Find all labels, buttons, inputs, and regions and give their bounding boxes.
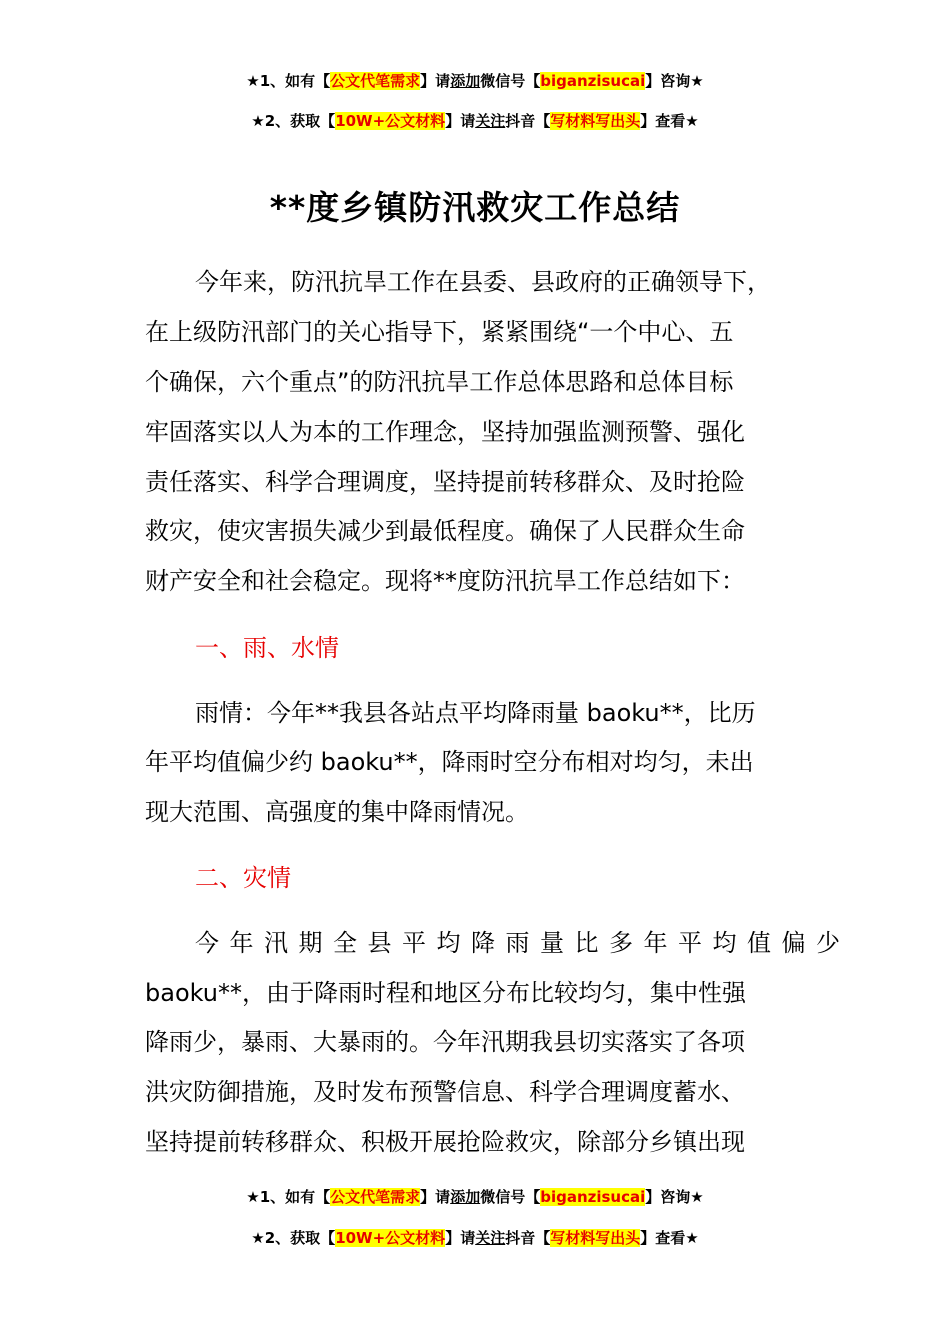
promo-text: 抖音【: [505, 1229, 551, 1247]
promo-text: 】咨询★: [645, 72, 704, 90]
promo-highlight: 写材料写出头: [550, 1229, 641, 1247]
paragraph-line: 降雨少，暴雨、大暴雨的。今年汛期我县切实落实了各项: [145, 1028, 745, 1056]
promo-highlight: 公文代笔需求: [330, 72, 421, 90]
promo-text: 微信号【: [480, 1188, 541, 1206]
section-heading-2: 二、灾情: [195, 864, 291, 892]
promo-highlight: 10W+公文材料: [335, 1229, 446, 1247]
promo-text: ★1、如有【: [246, 72, 331, 90]
promo-text: 】请: [445, 112, 476, 130]
promo-highlight: 公文代笔需求: [330, 1188, 421, 1206]
footer-promo-line-1: [0, 1186, 950, 1208]
promo-text: ★2、获取【: [251, 112, 336, 130]
promo-wechat-id: biganzisucai: [540, 1188, 646, 1206]
promo-text: 抖音【: [505, 112, 551, 130]
paragraph-line: 救灾，使灾害损失减少到最低程度。确保了人民群众生命: [145, 517, 745, 545]
paragraph-line: 财产安全和社会稳定。现将**度防汛抗旱工作总结如下：: [145, 567, 745, 595]
promo-text: ★1、如有【: [246, 1188, 331, 1206]
paragraph-line: 在上级防汛部门的关心指导下，紧紧围绕“一个中心、五: [145, 318, 734, 346]
section-heading-1: 一、雨、水情: [195, 634, 339, 662]
promo-underlined: 添加: [450, 72, 481, 90]
paragraph-line: baoku**，由于降雨时程和地区分布比较均匀，集中性强: [145, 979, 746, 1007]
paragraph-line: 年平均值偏少约 baoku**，降雨时空分布相对均匀，未出: [145, 748, 754, 776]
paragraph-line: 个确保，六个重点”的防汛抗旱工作总体思路和总体目标: [145, 368, 734, 396]
promo-underlined: 添加: [450, 1188, 481, 1206]
paragraph-line: 雨情：今年**我县各站点平均降雨量 baoku**，比历: [195, 699, 756, 727]
promo-text: 】查看★: [640, 112, 699, 130]
document-title: **度乡镇防汛救灾工作总结: [269, 188, 681, 227]
header-promo-line-2: [0, 110, 950, 132]
promo-text: 】请: [420, 1188, 451, 1206]
footer-promo-line-2: [0, 1227, 950, 1249]
promo-text: 】查看★: [640, 1229, 699, 1247]
promo-text: 】请: [445, 1229, 476, 1247]
paragraph-line: 责任落实、科学合理调度，坚持提前转移群众、及时抢险: [145, 468, 745, 496]
promo-text: 微信号【: [480, 72, 541, 90]
paragraph-line: 坚持提前转移群众、积极开展抢险救灾，除部分乡镇出现: [145, 1128, 745, 1156]
paragraph-line: 牢固落实以人为本的工作理念，坚持加强监测预警、强化: [145, 418, 745, 446]
promo-wechat-id: biganzisucai: [540, 72, 646, 90]
paragraph-line: 洪灾防御措施，及时发布预警信息、科学合理调度蓄水、: [145, 1078, 745, 1106]
promo-underlined: 关注: [475, 112, 506, 130]
paragraph-line: 今年来，防汛抗旱工作在县委、县政府的正确领导下，: [195, 268, 771, 296]
paragraph-line: 今年汛期全县平均降雨量比多年平均值偏少: [195, 929, 851, 957]
promo-text: ★2、获取【: [251, 1229, 336, 1247]
header-promo-line-1: [0, 70, 950, 92]
promo-text: 】咨询★: [645, 1188, 704, 1206]
promo-highlight: 10W+公文材料: [335, 112, 446, 130]
promo-highlight: 写材料写出头: [550, 112, 641, 130]
paragraph-line: 现大范围、高强度的集中降雨情况。: [145, 798, 529, 826]
promo-text: 】请: [420, 72, 451, 90]
promo-underlined: 关注: [475, 1229, 506, 1247]
